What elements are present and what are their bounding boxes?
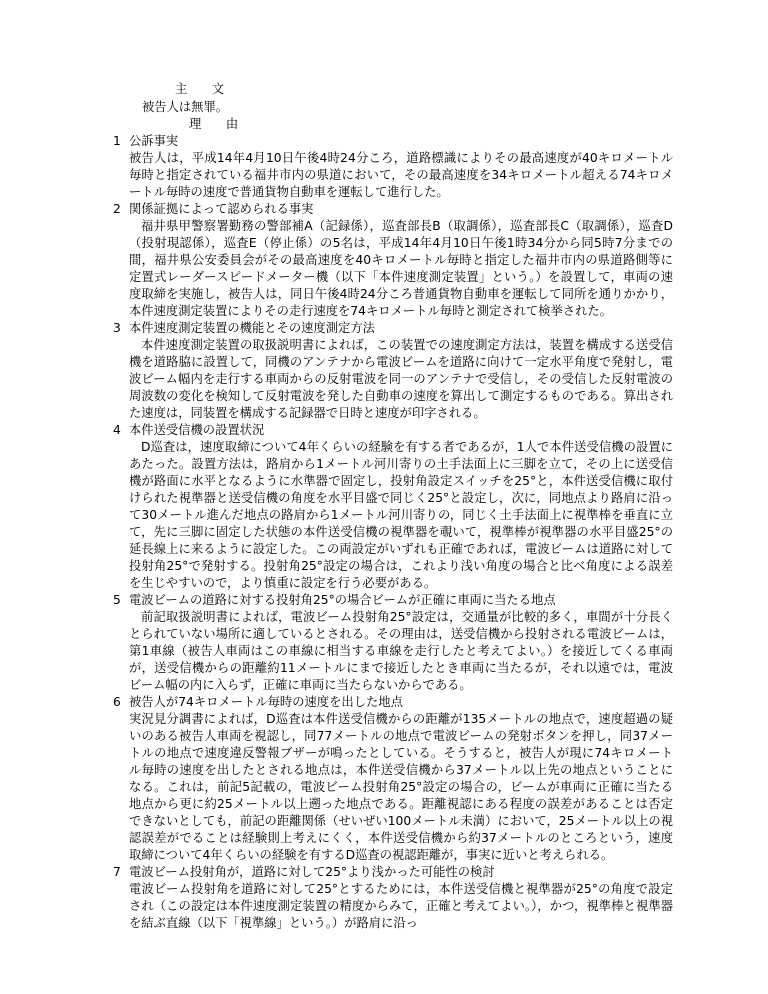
- section-title: 公訴事実: [129, 134, 179, 148]
- section-paragraph: D巡査は，速度取締について4年くらいの経験を有する者であるが，1人で本件送受信機の設置にあたった。設置方法は，路肩から1メートル河川寄りの土手法面上に三脚を立て，その上に送受信機が路面に水平となるように水準器で固定し，投射角設定スイッチを25°と，本件送受信機に取付けられた視準器と送受信機の角度を水平目盛で同じく25°と設定し，次に，同地点より路肩に沿って30メートル進んだ地点の路肩から1メートル河川寄りの，同じく土手法面上に視準棒を垂直に立て，先に三脚に固定した状態の本件送受信機の視準器を覗いて，視準棒が視準器の水平目盛25°の延長線上に来るように設定した。この両設定がいずれも正確であれば，電波ビームは道路に対して投射角25°で発射する。投射角25°設定の場合は，これより浅い角度の場合と比べ角度による誤差を生じやすいので，より慎重に設定を行う必要がある。: [129, 440, 673, 590]
- section-7: [113, 864, 673, 932]
- section-number: 4: [113, 423, 121, 437]
- section-title: 関係証拠によって認められる事実: [129, 202, 314, 216]
- section-title: 電波ビーム投射角が，道路に対して25°より浅かった可能性の検討: [129, 865, 495, 879]
- section-number: 5: [113, 593, 121, 607]
- section-paragraph: 実況見分調書によれば，D巡査は本件送受信機からの距離が135メートルの地点で，速度超過の疑いのある被告人車両を視認し，同77メートルの地点で電波ビームの発射ボタンを押し，同37メートルの地点で速度違反警報ブザーが鳴ったとしている。そうすると，被告人が現に74キロメートル毎時の速度を出したとされる地点は，本件送受信機から37メートル以上先の地点ということになる。これは，前記5記載の，電波ビーム投射角25°設定の場合の，ビームが車両に正確に当たる地点から更に約25メートル以上遡った地点である。距離視認にある程度の誤差があることは否定できないとしても，前記の距離関係（せいぜい100メートル未満）において，25メートル以上の視認誤差がでることは経験則上考えにくく，本件送受信機から約37メートルのところという，速度取締について4年くらいの経験を有するD巡査の視認距離が，事実に近いと考えられる。: [129, 712, 673, 862]
- section-4: [113, 422, 673, 592]
- section-paragraph: 福井県甲警察署勤務の警部補A（記録係），巡査部長B（取調係），巡査部長C（取調係），巡査D（投射現認係），巡査E（停止係）の5名は，平成14年4月10日午後1時34分から同5時7分までの間，福井県公安委員会がその最高速度を40キロメートル毎時と指定した福井市内の県道路側等に定置式レーダースピードメーター機（以下「本件速度測定装置」という。）を設置して，車両の速度取締を実施し，被告人は，同日午後4時24分ころ普通貨物自動車を運転して同所を通りかかり，本件速度測定装置によりその走行速度を74キロメートル毎時と測定されて検挙された。: [129, 219, 673, 318]
- section-paragraph: 前記取扱説明書によれば，電波ビーム投射角25°設定は，交通量が比較的多く，車間が十分長くとられていない場所に適しているとされる。その理由は，送受信機から投射される電波ビームは，第1車線（被告人車両はこの車線に相当する車線を走行したと考えてよい。）を接近してくる車両が，送受信機からの距離約11メートルにまで接近したとき車両に当たるが，それ以遠では，電波ビーム幅の内に入らず，正確に車両に当たらないからである。: [129, 610, 673, 692]
- reasons-body: [113, 133, 673, 932]
- section-3: [113, 320, 673, 422]
- section-number: 2: [113, 202, 121, 216]
- section-1: [113, 133, 673, 201]
- section-5: [113, 592, 673, 694]
- section-title: 本件速度測定装置の機能とその速度測定方法: [129, 321, 375, 335]
- verdict-text: 被告人は無罪。: [142, 100, 229, 114]
- section-number: 3: [113, 321, 121, 335]
- section-number: 1: [113, 134, 121, 148]
- section-paragraph: 電波ビーム投射角を道路に対して25°とするためには，本件送受信機と視準器が25°の角度で設定され（この設定は本件速度測定装置の精度からみて，正確と考えてよい。），かつ，視準棒と視準器を結ぶ直線（以下「視準線」という。）が路肩に沿っ: [129, 882, 673, 930]
- section-title: 電波ビームの道路に対する投射角25°の場合ビームが正確に車両に当たる地点: [129, 593, 556, 607]
- section-title: 本件送受信機の設置状況: [129, 423, 265, 437]
- section-6: [113, 694, 673, 864]
- main-text-heading: 主 文: [175, 82, 225, 96]
- section-paragraph: 被告人は，平成14年4月10日午後4時24分ころ，道路標識によりその最高速度が40キロメートル毎時と指定されている福井市内の県道において，その最高速度を34キロメートル超える74キロメートル毎時の速度で普通貨物自動車を運転して進行した。: [129, 151, 673, 199]
- reasons-heading: 理 由: [189, 117, 239, 131]
- section-2: [113, 201, 673, 320]
- section-paragraph: 本件速度測定装置の取扱説明書によれば，この装置での速度測定方法は，装置を構成する送受信機を道路脇に設置して，同機のアンテナから電波ビームを道路に向けて一定水平角度で発射し，電波ビーム幅内を走行する車両からの反射電波を同一のアンテナで受信し，その受信した反射電波の周波数の変化を検知して反射電波を発した自動車の速度を算出して測定するものである。算出された速度は，同装置を構成する記録器で日時と速度が印字される。: [129, 338, 673, 420]
- section-number: 7: [113, 865, 121, 879]
- section-title: 被告人が74キロメートル毎時の速度を出した地点: [129, 695, 403, 709]
- section-number: 6: [113, 695, 121, 709]
